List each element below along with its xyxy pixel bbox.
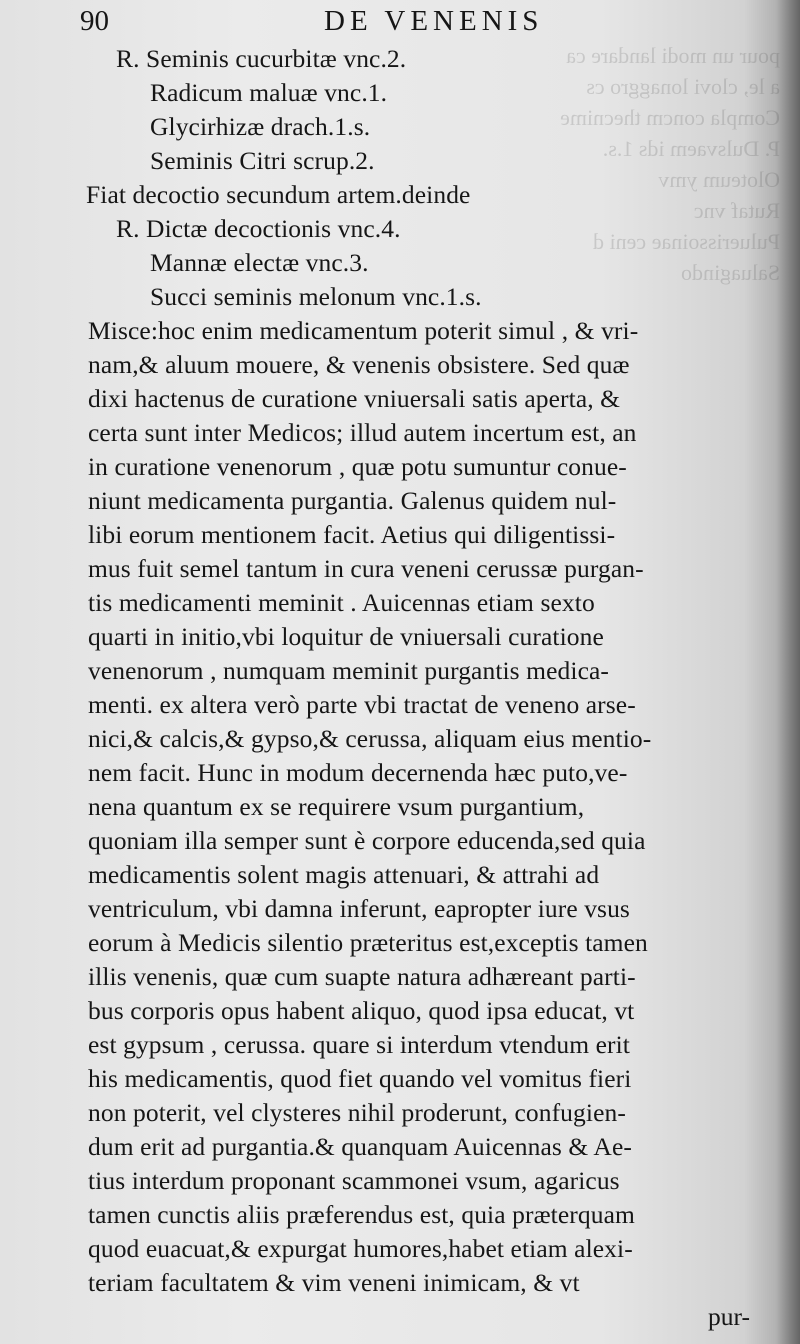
body-line: Misce:hoc enim medicamentum poterit simul , & vri-	[88, 316, 639, 345]
body-line: illis venenis, quæ cum suapte natura adhæreant parti-	[88, 962, 636, 991]
body-line: ventriculum, vbi damna inferunt, eapropter iure vsus	[88, 894, 630, 923]
recipe-line: Glycirhizæ drach.1.s.	[150, 112, 371, 141]
body-line: in curatione venenorum , quæ potu sumuntur conue-	[88, 452, 627, 481]
body-line: certa sunt inter Medicos; illud autem incertum est, an	[88, 418, 637, 447]
body-line: nem facit. Hunc in modum decernenda hæc puto,ve-	[88, 758, 628, 787]
body-line: venenorum , numquam meminit purgantis medica-	[88, 656, 609, 685]
body-line: libi eorum mentionem facit. Aetius qui diligentissi-	[88, 520, 616, 549]
body-line: dixi hactenus de curatione vniuersali satis aperta, &	[88, 384, 621, 413]
body-line: quod euacuat,& expurgat humores,habet etiam alexi-	[88, 1234, 633, 1263]
show-through-ink: pour un modi landare ca a le, clovi lonaggro cs Compla concm thecnime P. Dulsvaem ids 1.s. Oloteum ymv Rutaf vnc Puluerissoinae ceni d Saluagindo	[560, 43, 780, 285]
body-line: quoniam illa semper sunt è corpore educenda,sed quia	[88, 826, 646, 855]
body-line: mus fuit semel tantum in cura veneni cerussæ purgan-	[88, 554, 644, 583]
body-line: teriam facultatem & vim veneni inimicam, & vt	[88, 1268, 580, 1297]
body-line: nam,& aluum mouere, & venenis obsistere. Sed quæ	[88, 350, 630, 379]
body-line: est gypsum , cerussa. quare si interdum vtendum erit	[88, 1030, 630, 1059]
body-line: medicamentis solent magis attenuari, & attrahi ad	[88, 860, 600, 889]
body-line: bus corporis opus habent aliquo, quod ipsa educat, vt	[88, 996, 635, 1025]
body-line: tis medicamenti meminit . Auicennas etiam sexto	[88, 588, 595, 617]
body-line: tius interdum proponant scammonei vsum, agaricus	[88, 1166, 620, 1195]
recipe-line: R. Dictæ decoctionis vnc.4.	[116, 214, 401, 243]
recipe-line: Fiat decoctio secundum artem.deinde	[86, 180, 471, 209]
body-line: his medicamentis, quod fiet quando vel vomitus fieri	[88, 1064, 632, 1093]
page-gutter-shadow	[776, 0, 800, 1344]
recipe-line: Succi seminis melonum vnc.1.s.	[150, 282, 482, 311]
body-line: eorum à Medicis silentio præteritus est,exceptis tamen	[88, 928, 648, 957]
body-line: non poterit, vel clysteres nihil proderunt, confugien-	[88, 1098, 626, 1127]
recipe-line: Seminis Citri scrup.2.	[150, 146, 375, 175]
page-number: 90	[80, 5, 109, 37]
body-line: nici,& calcis,& gypso,& cerussa, aliquam eius mentio-	[88, 724, 652, 753]
running-head: DE VENENIS	[324, 5, 544, 37]
body-line: tamen cunctis aliis præferendus est, quia præterquam	[88, 1200, 635, 1229]
body-line: nena quantum ex se requirere vsum purgantium,	[88, 792, 585, 821]
body-line: niunt medicamenta purgantia. Galenus quidem nul-	[88, 486, 617, 515]
recipe-line: Mannæ electæ vnc.3.	[150, 248, 369, 277]
recipe-line: R. Seminis cucurbitæ vnc.2.	[116, 44, 407, 73]
body-line: quarti in initio,vbi loquitur de vniuersali curatione	[88, 622, 604, 651]
body-line: dum erit ad purgantia.& quanquam Auicennas & Ae-	[88, 1132, 632, 1161]
catchword: pur-	[708, 1302, 750, 1331]
body-line: menti. ex altera verò parte vbi tractat de veneno arse-	[88, 690, 636, 719]
recipe-line: Radicum maluæ vnc.1.	[150, 78, 388, 107]
page-header	[80, 2, 600, 40]
